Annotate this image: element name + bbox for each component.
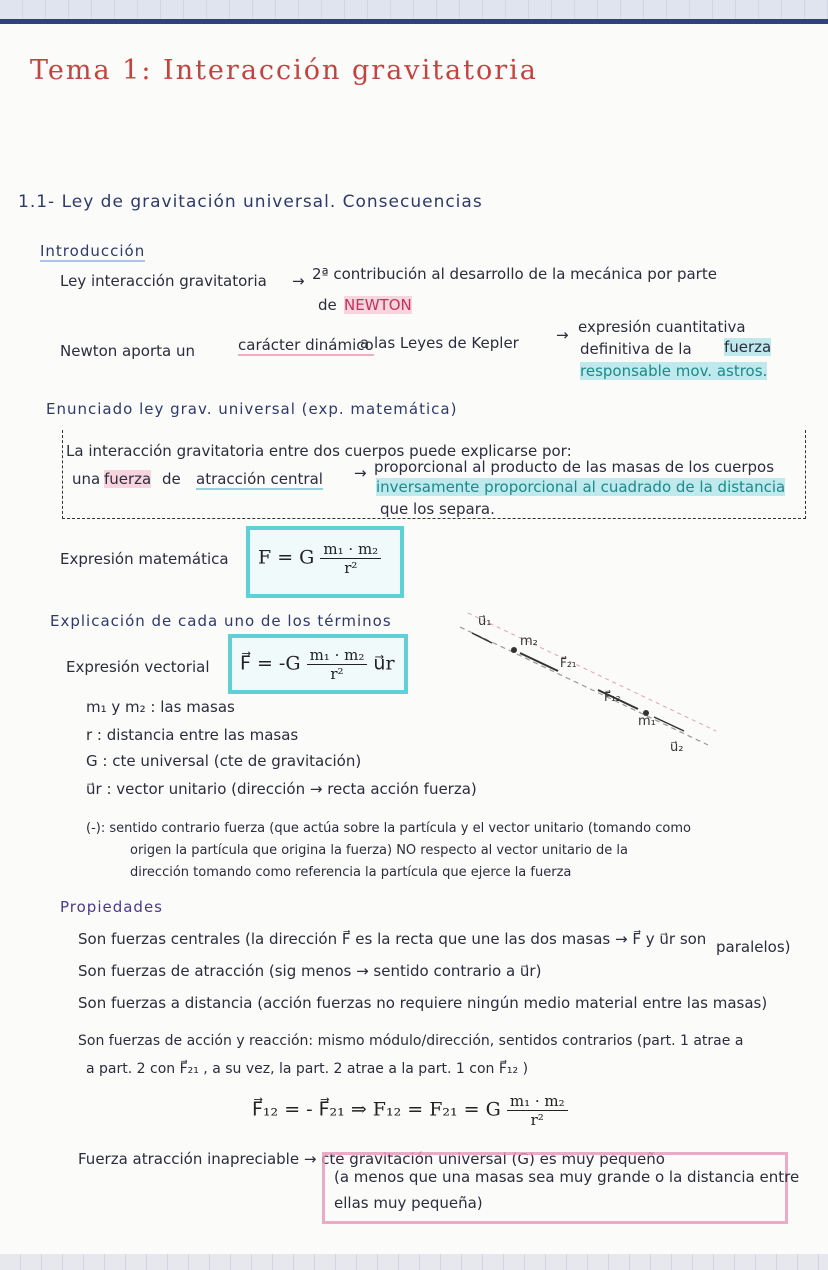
intro-line1a: Ley interacción gravitatoria [60,272,267,290]
list-item: Son fuerzas a distancia (acción fuerzas no requiere ningún medio material entre las masas) [78,994,768,1012]
intro-line1b: 2ª contribución al desarrollo de la mecánica por parte [312,265,717,283]
enunciado-line2a: una [72,470,101,488]
axis-line [460,627,708,745]
u2-label: u⃗₂ [670,740,684,755]
intro-line2e: definitiva de la [580,340,692,358]
intro-line2d: expresión cuantitativa [578,318,746,336]
list-item-cont: origen la partícula que origina la fuerza) NO respecto al vector unitario de la [130,843,628,858]
propiedades-heading: Propiedades [60,898,163,916]
intro-heading: Introducción [40,242,146,260]
notebook-top-edge [0,0,828,24]
u1-vector [472,633,492,643]
enunciado-line2d: atracción central [196,470,323,488]
intro-line2f: fuerza [724,338,772,356]
intro-line2g: responsable mov. astros. [580,362,768,380]
list-item: u⃗r : vector unitario (dirección → recta acción fuerza) [86,780,477,798]
guide-line [468,613,716,731]
u2-vector [654,717,684,731]
explicacion-heading: Explicación de cada uno de los términos [50,612,392,630]
list-item: G : cte universal (cte de gravitación) [86,752,362,770]
list-item: Fuerza atracción inapreciable → cte gravitación universal (G) es muy pequeño [78,1150,665,1168]
pair-formula: F⃗₁₂ = - F⃗₂₁ ⇒ F₁₂ = F₂₁ = G $\frac{\text{m₁ · m₂}}{\text{r²}}$ [252,1092,568,1129]
intro-line2b: carácter dinámico [238,336,374,354]
f21-vector [520,653,558,671]
notebook-bottom-edge [0,1254,828,1270]
newton-formula: F = G $\frac{\text{m₁ · m₂}}{\text{r²}}$ [258,540,381,577]
enunciado-line2e: proporcional al producto de las masas de los cuerpos [374,458,775,476]
m2-label: m₂ [520,634,538,649]
list-item-cont: dirección tomando como referencia la partícula que ejerce la fuerza [130,865,572,880]
list-item-cont: paralelos) [716,938,791,956]
arrow-icon: → [354,464,367,482]
enunciado-line3: inversamente proporcional al cuadrado de la distancia [376,478,786,496]
list-item: Son fuerzas centrales (la dirección F⃗ es la recta que une las dos masas → F⃗ y u⃗r son [78,930,707,948]
vector-formula: F⃗ = -G $\frac{\text{m₁ · m₂}}{\text{r²}}$ u⃗r [240,646,395,683]
page-title: Tema 1: Interacción gravitatoria [30,55,538,86]
list-item: Son fuerzas de acción y reacción: mismo módulo/dirección, sentidos contrarios (part. 1 atrae a [78,1033,744,1049]
enunciado-line4: que los separa. [380,500,495,518]
arrow-icon: → [556,326,569,344]
f21-label: F⃗₂₁ [560,656,577,670]
note-line1: (a menos que una masas sea muy grande o la distancia entre [334,1168,800,1186]
enunciado-heading: Enunciado ley grav. universal (exp. matemática) [46,400,458,418]
list-item: Son fuerzas de atracción (sig menos → sentido contrario a u⃗r) [78,962,542,980]
force-diagram [448,605,738,765]
intro-line2a: Newton aporta un [60,342,195,360]
enunciado-line2b: fuerza [104,470,152,488]
note-box [322,1152,788,1224]
intro-line1c: de [318,296,337,314]
u1-label: u⃗₁ [478,614,492,629]
mass-m2 [511,647,517,653]
list-item: m₁ y m₂ : las masas [86,698,235,716]
section-title: 1.1- Ley de gravitación universal. Consecuencias [18,192,483,212]
note-line2: ellas muy pequeña) [334,1194,483,1212]
list-item: r : distancia entre las masas [86,726,299,744]
enunciado-line2c: de [162,470,181,488]
m1-label: m₁ [638,714,656,729]
expr-label: Expresión matemática [60,550,229,568]
f12-label: F⃗₁₂ [604,690,621,704]
intro-line2c: a las Leyes de Kepler [360,334,519,352]
enunciado-line1: La interacción gravitatoria entre dos cuerpos puede explicarse por: [66,442,572,460]
arrow-icon: → [292,272,305,290]
list-item: (-): sentido contrario fuerza (que actúa sobre la partícula y el vector unitario (tomando como [86,821,691,836]
list-item-cont: a part. 2 con F⃗₂₁ , a su vez, la part. 2 atrae a la part. 1 con F⃗₁₂ ) [86,1061,529,1077]
newton-highlight: NEWTON [344,296,412,314]
vect-label: Expresión vectorial [66,658,210,676]
